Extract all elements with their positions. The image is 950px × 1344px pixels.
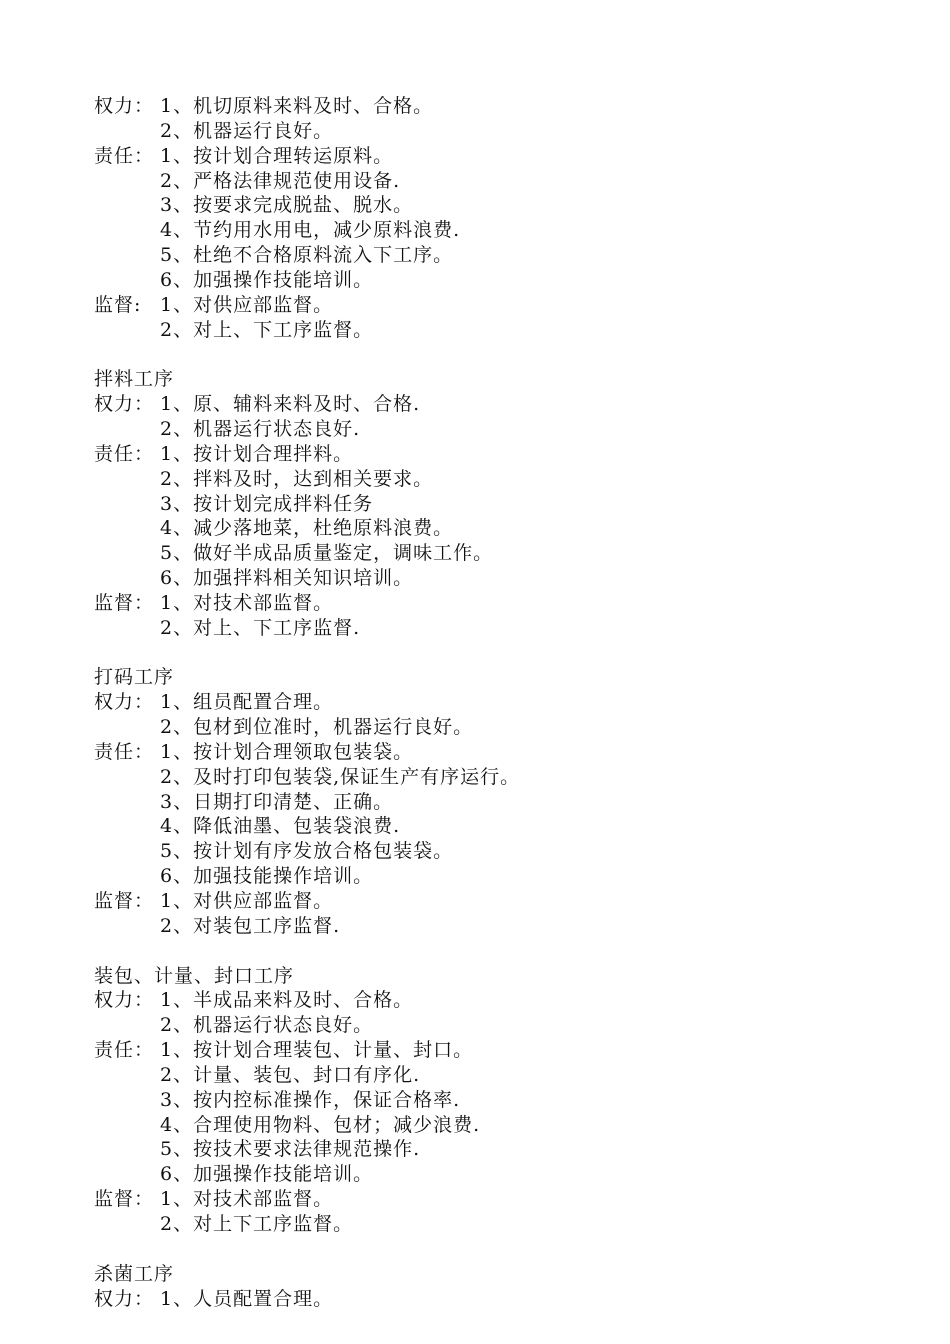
duty-line [94, 541, 924, 566]
duty-text: 6、加强操作技能培训。 [160, 268, 374, 291]
duty-text: 2、机器运行状态良好。 [160, 1014, 374, 1037]
duty-text: 2、对上、下工序监督. [160, 616, 361, 639]
duty-line [94, 492, 924, 517]
duty-line [94, 94, 924, 119]
duty-line [94, 169, 924, 194]
duty-line [94, 467, 924, 492]
duty-line [94, 715, 924, 740]
duty-line [94, 889, 924, 914]
duty-label: 权力： [94, 393, 155, 416]
duty-text: 1、对供应部监督。 [160, 293, 334, 316]
duty-label: 监督： [94, 1188, 155, 1211]
duty-label: 责任： [94, 740, 155, 763]
duty-line [94, 1137, 924, 1162]
duty-text: 2、包材到位准时，机器运行良好。 [160, 716, 474, 739]
duty-text: 5、按技术要求法律规范操作. [160, 1138, 421, 1161]
duty-line [94, 293, 924, 318]
duty-label: 权力： [94, 989, 155, 1012]
duty-text: 2、及时打印包装袋,保证生产有序运行。 [160, 765, 521, 788]
duty-line [94, 516, 924, 541]
section-heading: 装包、计量、封口工序 [94, 964, 295, 987]
duty-label: 监督： [94, 591, 155, 614]
duty-text: 6、加强操作技能培训。 [160, 1163, 374, 1186]
duty-line [94, 566, 924, 591]
duty-text: 5、按计划有序发放合格包装袋。 [160, 840, 454, 863]
duty-text: 2、机器运行良好。 [160, 119, 334, 142]
duty-line [94, 1287, 924, 1312]
duty-label: 权力： [94, 691, 155, 714]
duty-text: 1、按计划合理转运原料。 [160, 144, 394, 167]
duty-line [94, 814, 924, 839]
duty-line [94, 864, 924, 889]
duty-line [94, 1038, 924, 1063]
duty-text: 2、对装包工序监督. [160, 914, 341, 937]
blank-line [94, 1237, 924, 1262]
duty-text: 3、按计划完成拌料任务 [160, 492, 374, 515]
duty-text: 1、原、辅料来料及时、合格. [160, 393, 421, 416]
duty-line [94, 268, 924, 293]
duty-label: 监督: [94, 293, 142, 316]
duty-label: 责任： [94, 442, 155, 465]
duty-text: 6、加强拌料相关知识培训。 [160, 567, 414, 590]
duty-text: 1、按计划合理拌料。 [160, 442, 354, 465]
duty-text: 3、按要求完成脱盐、脱水。 [160, 194, 414, 217]
duty-line [94, 442, 924, 467]
duty-label: 权力： [94, 95, 155, 117]
section-heading: 打码工序 [94, 666, 175, 689]
blank-line [94, 342, 924, 367]
duty-text: 1、组员配置合理。 [160, 691, 334, 714]
duty-line [94, 1063, 924, 1088]
duty-line [94, 1187, 924, 1212]
duty-text: 4、减少落地菜，杜绝原料浪费。 [160, 517, 454, 540]
duty-line [94, 1212, 924, 1237]
duty-line [94, 218, 924, 243]
duty-line [94, 392, 924, 417]
duty-label: 责任： [94, 1039, 155, 1062]
duty-label: 权力： [94, 1287, 155, 1310]
duty-text: 2、机器运行状态良好. [160, 417, 361, 440]
duty-line [94, 988, 924, 1013]
duty-line [94, 740, 924, 765]
duty-label: 责任： [94, 144, 155, 167]
duty-text: 4、节约用水用电，减少原料浪费. [160, 219, 461, 242]
document-page [94, 94, 924, 1311]
duty-line [94, 839, 924, 864]
duty-text: 1、对技术部监督。 [160, 1188, 334, 1211]
duty-text: 3、按内控标准操作，保证合格率. [160, 1088, 461, 1111]
section-heading: 杀菌工序 [94, 1262, 175, 1285]
duty-text: 3、日期打印清楚、正确。 [160, 790, 394, 813]
duty-text: 1、按计划合理领取包装袋。 [160, 740, 414, 763]
blank-line [94, 641, 924, 666]
duty-line [94, 1013, 924, 1038]
duty-text: 1、机切原料来料及时、合格。 [160, 95, 434, 117]
blank-line [94, 939, 924, 964]
duty-text: 2、对上、下工序监督。 [160, 318, 374, 341]
duty-line [94, 1113, 924, 1138]
duty-line [94, 243, 924, 268]
duty-text: 1、半成品来料及时、合格。 [160, 989, 414, 1012]
duty-line [94, 119, 924, 144]
duty-text: 1、人员配置合理。 [160, 1287, 334, 1310]
duty-text: 1、对技术部监督。 [160, 591, 334, 614]
duty-text: 2、严格法律规范使用设备. [160, 169, 401, 192]
duty-text: 2、拌料及时，达到相关要求。 [160, 467, 434, 490]
duty-line [94, 690, 924, 715]
duty-text: 6、加强技能操作培训。 [160, 865, 374, 888]
duty-text: 1、按计划合理装包、计量、封口。 [160, 1039, 474, 1062]
duty-text: 5、杜绝不合格原料流入下工序。 [160, 244, 454, 267]
duty-text: 2、计量、装包、封口有序化. [160, 1063, 421, 1086]
duty-line [94, 914, 924, 939]
duty-line [94, 616, 924, 641]
duty-line [94, 1162, 924, 1187]
duty-line [94, 591, 924, 616]
duty-line [94, 417, 924, 442]
duty-text: 2、对上下工序监督。 [160, 1212, 354, 1235]
section-heading: 拌料工序 [94, 368, 175, 391]
duty-text: 4、合理使用物料、包材；减少浪费. [160, 1113, 481, 1136]
duty-line [94, 1088, 924, 1113]
duty-text: 5、做好半成品质量鉴定，调味工作。 [160, 542, 494, 565]
duty-line [94, 790, 924, 815]
duty-text: 4、降低油墨、包装袋浪费. [160, 815, 401, 838]
duty-line [94, 144, 924, 169]
duty-line [94, 318, 924, 343]
duty-line [94, 765, 924, 790]
duty-text: 1、对供应部监督。 [160, 890, 334, 912]
duty-label: 监督： [94, 890, 155, 912]
duty-line [94, 193, 924, 218]
